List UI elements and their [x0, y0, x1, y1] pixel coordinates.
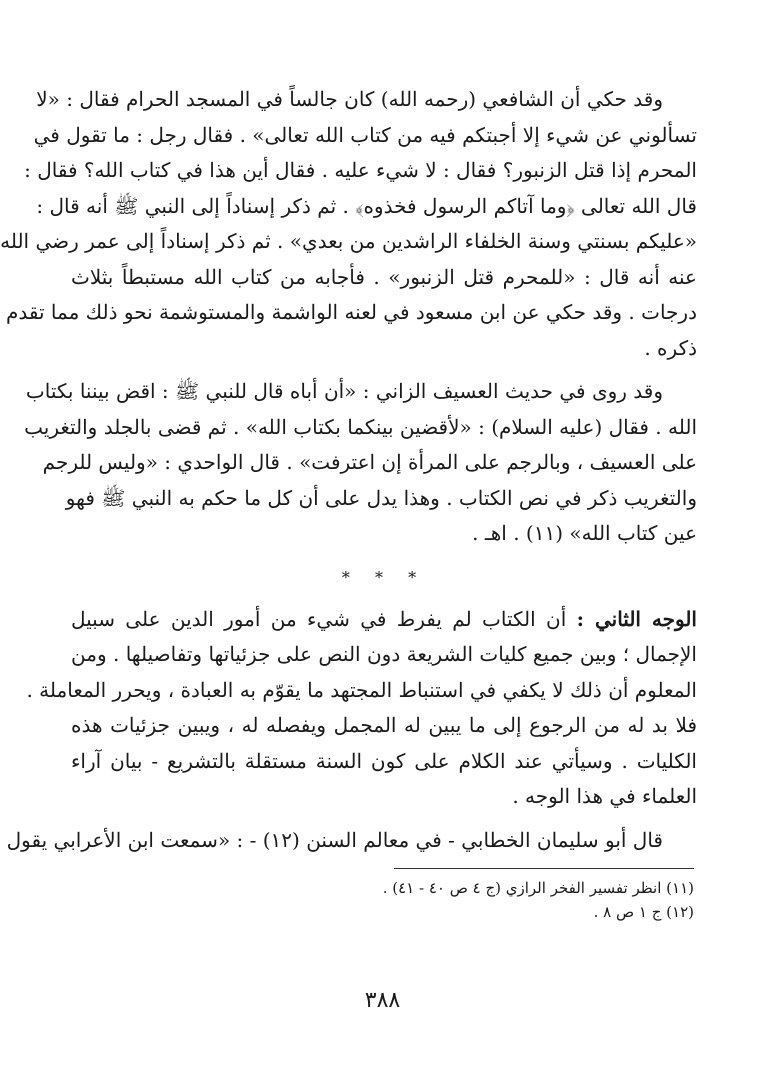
- text-line: [71, 602, 697, 638]
- footnote-divider: [394, 868, 694, 869]
- paragraph-second-aspect: [26, 602, 697, 815]
- text-line: فلا بد له من الرجوع إلى ما يبين له المجمل ويفصله له ، ويبين جزئيات هذه: [71, 713, 697, 737]
- footnote-11: (١١) انظر تفسير الفخر الرازي (ج ٤ ص ٤٠ - ٤١) .: [382, 879, 694, 897]
- text-fragment: أن الكتاب لم يفرط في شيء من أمور الدين على سبيل: [71, 606, 567, 631]
- text-line: الإجمال ؛ وبين جميع كليات الشريعة دون النص على جزئياتها وتفاصيلها . ومن: [71, 642, 697, 666]
- text-line: تسألوني عن شيء إلا أجبتكم فيه من كتاب الله تعالى» . فقال رجل : ما تقول في: [33, 122, 697, 147]
- text-line: الله . فقال (عليه السلام) : «لأقضين بينكما بكتاب الله» . ثم قضى بالجلد والتغريب: [24, 414, 697, 439]
- text-line: عين كتاب الله» (١١) . اهـ .: [472, 521, 697, 545]
- text-line: ذكره .: [644, 335, 697, 360]
- section-heading: الوجه الثاني :: [576, 606, 697, 631]
- text-line: المحرم إذا قتل الزنبور؟ فقال : لا شيء عليه . فقال أين هذا في كتاب الله؟ فقال :: [24, 158, 697, 182]
- section-separator: * * *: [341, 567, 427, 587]
- text-line: والتغريب ذكر في نص الكتاب . وهذا يدل على أن كل ما حكم به النبي ﷺ فهو: [65, 485, 697, 510]
- page-body: [0, 82, 697, 858]
- text-line: عنه أنه قال : «للمحرم قتل الزنبور» . فأجابه من كتاب الله مستبطاً بثلاث: [71, 264, 697, 289]
- text-line: قال أبو سليمان الخطابي - في معالم السنن (١٢) - : «سمعت ابن الأعرابي يقول: [6, 827, 663, 852]
- paragraph-asif-hadith: [24, 374, 697, 552]
- footnotes: [364, 876, 694, 924]
- text-line: المعلوم أن ذلك لا يكفي في استنباط المجتهد ما يقوّم به العبادة ، ويحرر المعاملة .: [26, 677, 697, 702]
- text-line: وقد روى في حديث العسيف الزاني : «أن أباه قال للنبي ﷺ : اقض بيننا بكتاب: [25, 379, 663, 403]
- text-line: قال الله تعالى ﴿وما آتاكم الرسول فخذوه﴾ . ثم ذكر إسناداً إلى النبي ﷺ أنه قال :: [36, 193, 697, 218]
- text-line: «عليكم بسنتي وسنة الخلفاء الراشدين من بعدي» . ثم ذكر إسناداً إلى عمر رضي الله: [0, 229, 697, 253]
- page-number: ٣٨٨: [364, 988, 401, 1013]
- paragraph-shafii-story: [0, 82, 697, 366]
- paragraph-khattabi: [6, 823, 697, 859]
- text-line: على العسيف ، وبالرجم على المرأة إن اعترفت» . قال الواحدي : «وليس للرجم: [42, 450, 697, 474]
- text-line: الكليات . وسيأتي عند الكلام على كون السنة مستقلة بالتشريع - بيان آراء: [71, 748, 697, 773]
- text-line: وقد حكي أن الشافعي (رحمه الله) كان جالساً في المسجد الحرام فقال : «لا: [36, 87, 663, 111]
- footnote-12: (١٢) ج ١ ص ٨ .: [593, 903, 694, 921]
- text-line: العلماء في هذا الوجه .: [512, 784, 697, 808]
- text-line: درجات . وقد حكي عن ابن مسعود في لعنه الواشمة والمستوشمة نحو ذلك مما تقدم: [6, 300, 697, 324]
